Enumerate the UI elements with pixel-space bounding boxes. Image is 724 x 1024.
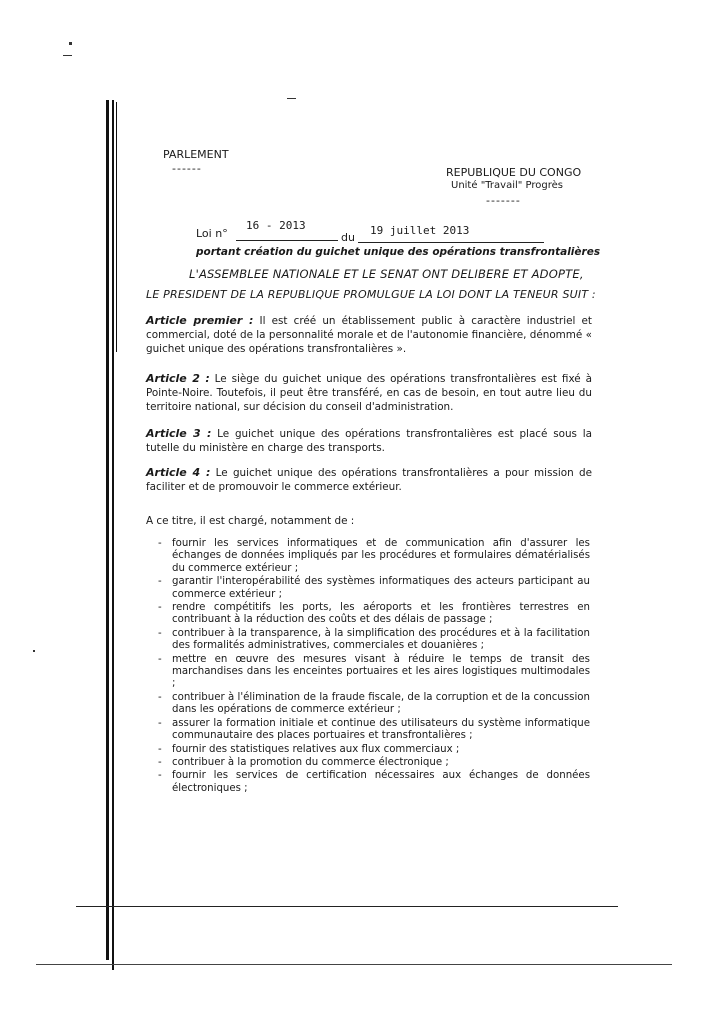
list-item [158,628,590,653]
law-number-underline [236,240,338,241]
republic-title: REPUBLIQUE DU CONGO [446,166,582,179]
list-item [158,576,590,601]
bullet-marker: - [158,691,162,703]
binding-line [112,100,114,970]
law-subtitle: portant création du guichet unique des opérations transfrontalières [196,246,601,258]
law-date-underline [358,242,544,243]
article-text: Il est créé un établissement public à caractère industriel et commercial, doté de la personnalité morale et de l'autonomie financière, dénommé « guichet unique des opérations transfrontalières ». [146,315,592,355]
scan-speck [287,98,296,99]
bullet-marker: - [158,627,162,639]
article-paragraph [146,427,592,455]
list-item [158,718,590,743]
republic-dashes: ------- [486,194,521,207]
scan-speck [69,42,72,45]
scan-speck [63,55,72,56]
bullet-marker: - [158,717,162,729]
list-item [158,602,590,627]
bullet-marker: - [158,538,162,549]
binding-line [116,102,117,352]
list-item-text: fournir les services informatiques et de communication afin d'assurer les échanges de données impliqués par les procédures et formulaires dématérialisés du commerce extérieur ; [172,538,590,574]
bullet-marker: - [158,770,162,782]
list-item [158,538,590,575]
national-motto: Unité "Travail" Progrès [451,180,564,191]
article-label: Article 3 : [146,427,212,440]
list-item-text: fournir les services de certification nécessaires aux échanges de données électroniques ; [172,770,590,794]
law-number: 16 - 2013 [246,219,306,232]
list-item-text: contribuer à l'élimination de la fraude fiscale, de la corruption et de la concussion dans les opérations de commerce extérieur ; [172,691,590,716]
list-item [158,744,590,756]
law-label: Loi n° [196,227,228,240]
article-paragraph [146,466,592,494]
list-item-text: mettre en œuvre des mesures visant à réduire le temps de transit des marchandises dans les enceintes portuaires et les aires logistiques multimodales ; [172,653,590,690]
binding-line [106,100,109,960]
list-item [158,757,590,769]
law-date-prefix: du [341,231,355,244]
missions-intro: A ce titre, il est chargé, notamment de : [146,515,355,527]
scan-speck [33,650,35,652]
parliament-dashes: ------ [172,162,202,175]
list-item-text: rendre compétitifs les ports, les aéroports et les frontières terrestres en contribuant à la réduction des coûts et des délais de passage ; [172,602,590,626]
list-item-text: assurer la formation initiale et continue des utilisateurs du système informatique communautaire des places portuaires et transfrontalières ; [172,717,590,742]
article-paragraph [146,372,592,414]
bullet-marker: - [158,653,162,665]
article-label: Article premier : [146,314,254,327]
bullet-marker: - [158,743,162,755]
article-text: Le siège du guichet unique des opérations transfrontalières est fixé à Pointe-Noire. Toutefois, il peut être transféré, en cas de besoin, en tout autre lieu du territoire national, sur décision du conseil d'administration. [146,373,592,413]
article-label: Article 2 : [146,372,210,385]
article-text: Le guichet unique des opérations transfrontalières est placé sous la tutelle du ministère en charge des transports. [146,428,592,454]
article-paragraph [146,314,592,356]
parliament-title: PARLEMENT [163,148,229,161]
list-item [158,692,590,717]
article-text: Le guichet unique des opérations transfrontalières a pour mission de faciliter et de promouvoir le commerce extérieur. [146,467,592,493]
bullet-marker: - [158,756,162,768]
scan-edge-line [36,964,672,965]
law-date: 19 juillet 2013 [370,224,470,237]
bullet-marker: - [158,602,162,614]
list-item-text: fournir des statistiques relatives aux flux commerciaux ; [172,743,460,755]
list-item-text: contribuer à la transparence, à la simplification des procédures et à la facilitation des formalités administratives, commerciales et douanières ; [172,627,590,652]
article-label: Article 4 : [146,466,211,479]
scan-edge-line [76,906,618,907]
list-item-text: contribuer à la promotion du commerce électronique ; [172,756,449,768]
missions-list [158,538,590,796]
list-item-text: garantir l'interopérabilité des systèmes informatiques des acteurs participant au commerce extérieur ; [172,576,590,600]
declaration-line-1: L'ASSEMBLEE NATIONALE ET LE SENAT ONT DELIBERE ET ADOPTE, [189,267,584,281]
declaration-line-2: LE PRESIDENT DE LA REPUBLIQUE PROMULGUE LA LOI DONT LA TENEUR SUIT : [146,288,596,301]
list-item [158,770,590,795]
list-item [158,654,590,691]
bullet-marker: - [158,576,162,588]
